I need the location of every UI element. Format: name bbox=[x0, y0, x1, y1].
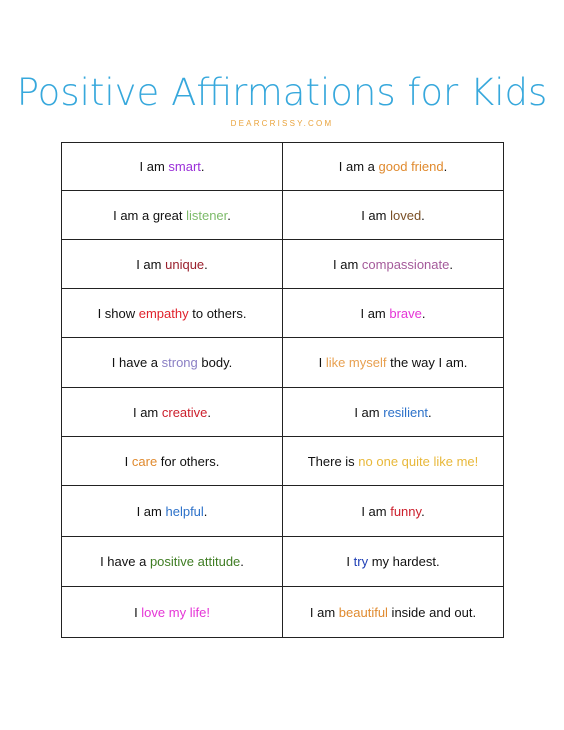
affirmation-highlight: good friend bbox=[378, 159, 444, 174]
affirmation-highlight: empathy bbox=[138, 305, 189, 321]
affirmation-text: . bbox=[449, 256, 453, 272]
affirmation-highlight: brave bbox=[389, 305, 422, 321]
affirmation-cell bbox=[62, 338, 283, 388]
affirmation-row bbox=[62, 388, 504, 437]
affirmation-text: . bbox=[421, 503, 425, 519]
affirmation-cell bbox=[62, 537, 283, 587]
affirmation-highlight: like myself bbox=[325, 355, 387, 370]
affirmation-cell bbox=[62, 486, 283, 537]
affirmation-highlight: love my life! bbox=[141, 604, 210, 620]
affirmation-text: . bbox=[421, 207, 425, 223]
affirmation-text: . bbox=[443, 159, 448, 174]
affirmation-text: I have a bbox=[111, 355, 162, 370]
affirmation-text: I am bbox=[361, 207, 391, 223]
affirmation-highlight: strong bbox=[161, 355, 198, 370]
affirmation-text: . bbox=[428, 404, 432, 420]
affirmation-text: to others. bbox=[188, 305, 247, 321]
affirmation-highlight: smart bbox=[168, 159, 201, 174]
affirmation-cell bbox=[62, 289, 283, 338]
affirmation-highlight: positive attitude bbox=[149, 554, 241, 569]
affirmation-row bbox=[62, 437, 504, 486]
affirmation-highlight: try bbox=[353, 554, 369, 569]
affirmation-text: I show bbox=[97, 305, 139, 321]
affirmation-text: . bbox=[204, 256, 208, 272]
affirmation-text: my hardest. bbox=[368, 554, 440, 569]
affirmation-text: I am bbox=[309, 604, 339, 620]
affirmation-cell bbox=[283, 143, 504, 191]
affirmation-cell bbox=[62, 388, 283, 437]
affirmation-text: the way I am. bbox=[386, 355, 468, 370]
affirmation-cell bbox=[283, 537, 504, 587]
affirmation-cell bbox=[62, 437, 283, 486]
page-title: Positive Affirmations for Kids bbox=[16, 71, 548, 114]
affirmation-text: I am bbox=[136, 256, 166, 272]
affirmation-cell bbox=[283, 587, 504, 638]
affirmation-highlight: unique bbox=[165, 256, 205, 272]
affirmation-text: body. bbox=[197, 355, 233, 370]
affirmation-cell bbox=[283, 240, 504, 289]
affirmation-text: I am bbox=[354, 404, 384, 420]
affirmation-row bbox=[62, 486, 504, 537]
affirmation-cell bbox=[62, 587, 283, 638]
affirmation-text: I am bbox=[139, 159, 169, 174]
affirmation-text: I have a bbox=[100, 554, 150, 569]
affirmation-cell bbox=[62, 143, 283, 191]
affirmation-highlight: care bbox=[131, 453, 158, 469]
affirmation-text: I am a bbox=[338, 159, 379, 174]
affirmation-cell bbox=[283, 388, 504, 437]
affirmation-row bbox=[62, 191, 504, 240]
affirmations-table bbox=[61, 142, 504, 638]
affirmation-cell bbox=[62, 240, 283, 289]
affirmation-highlight: loved bbox=[390, 207, 422, 223]
affirmation-text: I am bbox=[333, 256, 362, 272]
affirmation-text: I bbox=[124, 453, 132, 469]
affirmation-row bbox=[62, 338, 504, 388]
affirmation-text: I bbox=[346, 554, 354, 569]
affirmation-text: . bbox=[240, 554, 244, 569]
affirmation-row bbox=[62, 289, 504, 338]
affirmation-text: I am bbox=[132, 404, 162, 420]
affirmations-body bbox=[62, 143, 504, 638]
affirmation-text: . bbox=[227, 207, 231, 223]
affirmation-highlight: listener bbox=[186, 207, 228, 223]
affirmation-text: . bbox=[421, 305, 426, 321]
affirmation-text: I bbox=[318, 355, 326, 370]
affirmation-text: for others. bbox=[157, 453, 220, 469]
affirmation-highlight: helpful bbox=[165, 503, 204, 519]
affirmation-text: . bbox=[203, 503, 208, 519]
affirmation-cell bbox=[283, 437, 504, 486]
site-credit: DEARCRISSY.COM bbox=[230, 119, 334, 128]
affirmation-text: There is bbox=[307, 453, 359, 469]
affirmation-cell bbox=[283, 191, 504, 240]
affirmation-row bbox=[62, 537, 504, 587]
affirmation-cell bbox=[283, 289, 504, 338]
affirmation-text: . bbox=[200, 159, 205, 174]
affirmation-highlight: resilient bbox=[383, 404, 429, 420]
affirmation-cell bbox=[283, 486, 504, 537]
affirmation-highlight: compassionate bbox=[361, 256, 450, 272]
affirmation-highlight: beautiful bbox=[338, 604, 388, 620]
affirmation-row bbox=[62, 240, 504, 289]
affirmation-highlight: funny bbox=[390, 503, 422, 519]
affirmation-text: . bbox=[207, 404, 212, 420]
affirmation-text: I am bbox=[360, 305, 390, 321]
affirmation-text: I am a great bbox=[113, 207, 187, 223]
affirmation-text: I am bbox=[361, 503, 391, 519]
affirmation-cell bbox=[283, 338, 504, 388]
affirmation-highlight: creative bbox=[161, 404, 208, 420]
affirmation-row bbox=[62, 143, 504, 191]
affirmation-text: inside and out. bbox=[387, 604, 477, 620]
affirmation-text: I am bbox=[136, 503, 166, 519]
affirmation-highlight: no one quite like me! bbox=[358, 453, 479, 469]
affirmation-text: I bbox=[134, 604, 142, 620]
affirmation-cell bbox=[62, 191, 283, 240]
affirmation-row bbox=[62, 587, 504, 638]
